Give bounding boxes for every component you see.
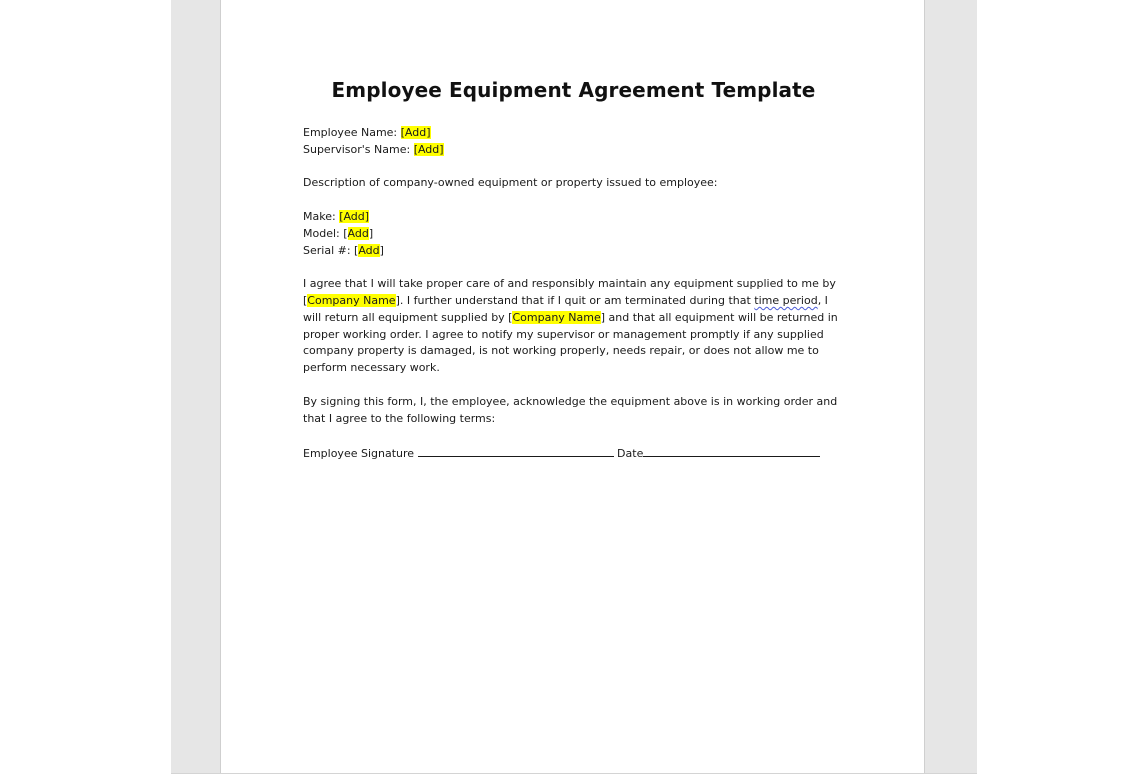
date-field[interactable] — [643, 444, 820, 457]
agreement-text-2: ]. I further understand that if I quit or am terminated during that — [395, 293, 755, 307]
signature-line — [303, 444, 838, 463]
blank-line — [303, 377, 838, 394]
agreement-paragraph — [303, 276, 838, 377]
blank-line — [303, 159, 838, 176]
supervisor-name-line — [303, 142, 838, 159]
agreement-text-4: ] and that all equipment will be returned in proper working order. I agree to notify my supervisor or management promptly if any supplied company property is damaged, is not working properly, needs repair, or does not allow me to perform necessary work. — [303, 310, 838, 375]
blank-line — [303, 192, 838, 209]
signature-field[interactable] — [418, 444, 614, 457]
company-name-placeholder[interactable]: Company Name — [307, 293, 396, 307]
acknowledge-paragraph: By signing this form, I, the employee, acknowledge the equipment above is in working order and that I agree to the following terms: — [303, 394, 838, 425]
blank-line — [303, 427, 838, 444]
model-label: Model: — [303, 226, 344, 240]
make-label: Make: — [303, 209, 340, 223]
blank-line — [303, 259, 838, 276]
serial-bracket-close: ] — [379, 243, 384, 257]
company-name-placeholder[interactable]: Company Name — [512, 310, 601, 324]
employee-name-placeholder[interactable]: [Add] — [400, 126, 431, 139]
make-placeholder[interactable]: [Add] — [339, 209, 370, 223]
employee-name-label: Employee Name: — [303, 126, 401, 139]
model-line — [303, 226, 838, 243]
serial-label: Serial #: — [303, 243, 355, 257]
supervisor-name-placeholder[interactable]: [Add] — [413, 142, 444, 156]
serial-bracket-open: [ — [354, 243, 359, 257]
model-bracket-open: [ — [343, 226, 348, 240]
document-title: Employee Equipment Agreement Template — [331, 78, 816, 102]
agreement-text-1: I agree that I will take proper care of and responsibly maintain any equipment supplied to me by [ — [303, 277, 836, 307]
serial-placeholder[interactable]: Add — [358, 243, 380, 257]
make-line — [303, 209, 838, 226]
document-body[interactable] — [303, 125, 838, 463]
model-bracket-close: ] — [368, 226, 374, 240]
description-line: Description of company-owned equipment or property issued to employee: — [303, 176, 718, 190]
serial-line — [303, 243, 838, 260]
signature-label: Employee Signature — [303, 447, 418, 461]
agreement-text-3: , I will return all equipment supplied by [ — [303, 293, 828, 324]
supervisor-name-label: Supervisor's Name: — [303, 142, 414, 156]
time-period-text[interactable]: time period — [754, 293, 818, 307]
date-label: Date — [617, 447, 644, 461]
employee-name-line — [303, 125, 838, 142]
model-placeholder[interactable]: Add — [347, 226, 369, 240]
